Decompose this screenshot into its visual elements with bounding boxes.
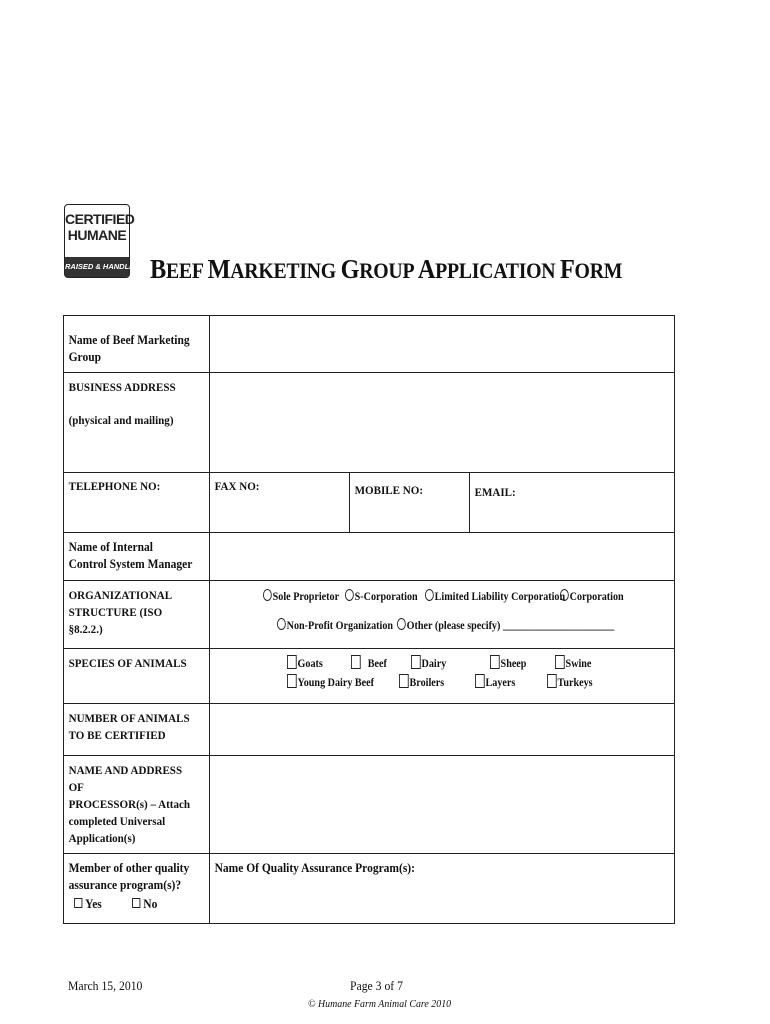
radio-circle-icon [263, 589, 272, 601]
radio-circle-icon [277, 618, 286, 630]
checkbox-icon [399, 674, 409, 688]
processor-field[interactable] [210, 756, 675, 854]
species-young-dairy-beef[interactable]: Young Dairy Beef [287, 674, 374, 689]
row-group-name [64, 316, 675, 373]
application-form-table [63, 315, 675, 924]
qa-no-option[interactable]: No [132, 897, 157, 911]
checkbox-icon [132, 898, 140, 908]
fax-label: FAX NO: [214, 479, 260, 493]
org-structure-label: ORGANIZATIONAL STRUCTURE (ISO §8.2.2.) [68, 588, 172, 636]
species-beef[interactable]: Beef [351, 655, 387, 670]
num-animals-label: NUMBER OF ANIMALS TO BE CERTIFIED [68, 711, 190, 742]
row-num-animals [64, 704, 675, 756]
business-address-field[interactable] [210, 373, 675, 473]
qa-program-field[interactable] [210, 854, 675, 924]
telephone-field[interactable] [64, 473, 210, 533]
checkbox-icon [74, 898, 82, 908]
qa-program-label: Name Of Quality Assurance Program(s): [214, 861, 415, 875]
mobile-label: MOBILE NO: [354, 483, 423, 497]
group-name-label: Name of Beef Marketing Group [68, 333, 190, 364]
page-title: BEEF MARKETING GROUP APPLICATION FORM [150, 254, 623, 284]
species-broilers[interactable]: Broilers [399, 674, 444, 689]
org-option-other[interactable]: Other (please specify) ______________________ [397, 618, 614, 632]
species-dairy[interactable]: Dairy [411, 655, 446, 670]
email-field[interactable] [470, 473, 675, 533]
checkbox-icon [287, 674, 297, 688]
row-processor [64, 756, 675, 854]
business-address-label: BUSINESS ADDRESS [68, 380, 176, 394]
species-layers[interactable]: Layers [475, 674, 515, 689]
business-address-sub: (physical and mailing) [68, 413, 174, 427]
species-sheep[interactable]: Sheep [490, 655, 526, 670]
qa-member-label: Member of other quality assurance program(s)? [68, 861, 190, 892]
radio-circle-icon [560, 589, 569, 601]
processor-label-line-3: completed Universal Application(s) [68, 814, 166, 845]
processor-label-line-2: PROCESSOR(s) – Attach [68, 797, 191, 811]
row-ics-manager [64, 533, 675, 581]
row-quality-assurance [64, 854, 675, 924]
species-label: SPECIES OF ANIMALS [68, 656, 187, 670]
org-option-sole-proprietor[interactable]: Sole Proprietor [263, 589, 339, 603]
org-option-s-corporation[interactable]: S-Corporation [345, 589, 418, 603]
mobile-field[interactable] [350, 473, 470, 533]
footer-date: March 15, 2010 [68, 978, 143, 993]
checkbox-icon [490, 655, 500, 669]
radio-circle-icon [345, 589, 354, 601]
num-animals-field[interactable] [210, 704, 675, 756]
processor-label-line-1: NAME AND ADDRESS OF [68, 763, 183, 794]
checkbox-icon [411, 655, 421, 669]
row-business-address [64, 373, 675, 473]
row-org-structure [64, 581, 675, 649]
logo-line-1: CERTIFIED [65, 211, 135, 227]
row-contact [64, 473, 675, 533]
org-option-corporation[interactable]: Corporation [560, 589, 624, 603]
ics-manager-label: Name of Internal Control System Manager [68, 540, 193, 571]
fax-field[interactable] [210, 473, 350, 533]
org-option-non-profit[interactable]: Non-Profit Organization [277, 618, 393, 632]
species-swine[interactable]: Swine [555, 655, 591, 670]
radio-circle-icon [425, 589, 434, 601]
certified-humane-logo [64, 204, 140, 278]
row-species [64, 649, 675, 704]
telephone-label: TELEPHONE NO: [68, 479, 161, 493]
org-option-llc[interactable]: Limited Liability Corporation [425, 589, 565, 603]
checkbox-icon [555, 655, 565, 669]
checkbox-icon [547, 674, 557, 688]
ics-manager-field[interactable] [210, 533, 675, 581]
logo-line-2: HUMANE [67, 227, 127, 243]
checkbox-icon [287, 655, 297, 669]
qa-yes-option[interactable]: Yes [74, 897, 102, 911]
checkbox-icon [475, 674, 485, 688]
email-label: EMAIL: [474, 485, 516, 499]
radio-circle-icon [397, 618, 406, 630]
checkbox-icon [351, 655, 361, 669]
logo-band: RAISED & HANDLED [65, 257, 129, 277]
species-goats[interactable]: Goats [287, 655, 323, 670]
species-turkeys[interactable]: Turkeys [547, 674, 593, 689]
footer-page-number: Page 3 of 7 [350, 978, 403, 993]
footer-copyright: © Humane Farm Animal Care 2010 [308, 998, 452, 1010]
group-name-field[interactable] [210, 316, 675, 373]
